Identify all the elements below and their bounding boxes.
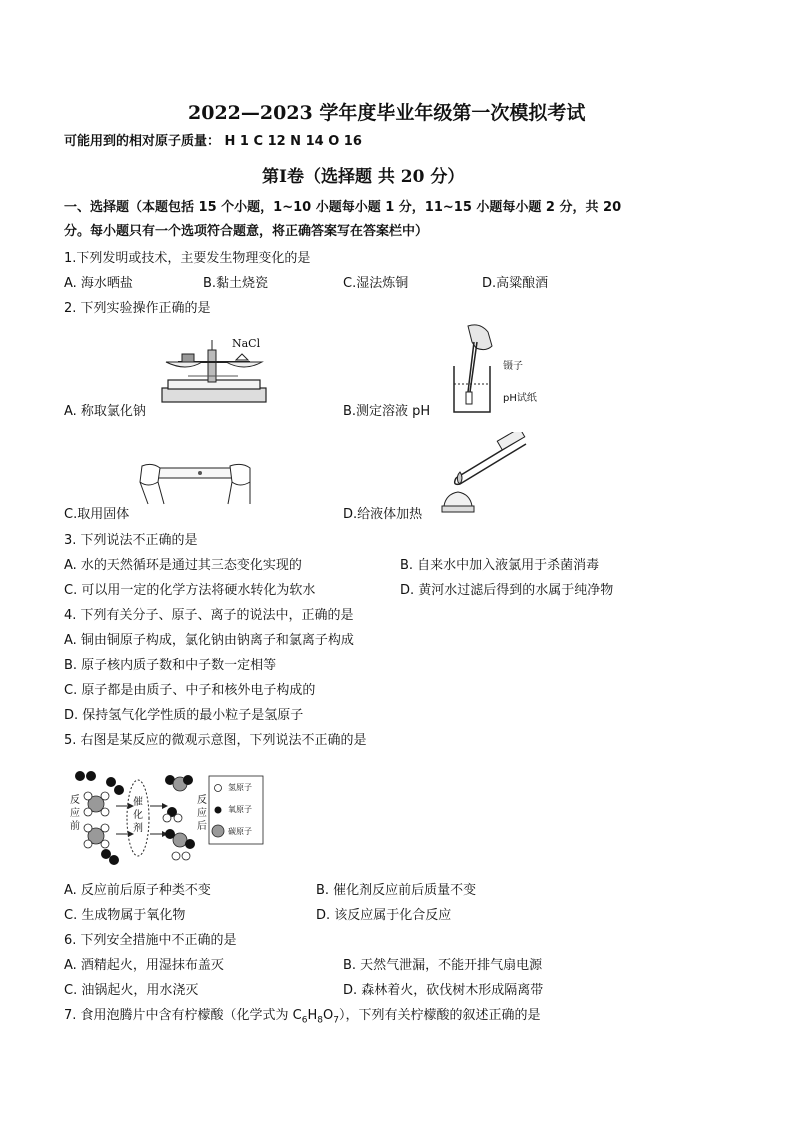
reaction-before-label: 反应前 bbox=[70, 795, 80, 832]
oxygen-legend-icon bbox=[215, 807, 222, 814]
q5-stem: 5. 右图是某反应的微观示意图，下列说法不正确的是 bbox=[64, 733, 367, 748]
carbon-legend-icon bbox=[212, 825, 224, 837]
catalyst-label: 催化剂 bbox=[133, 797, 143, 834]
test-tube-hands-figure bbox=[138, 458, 254, 510]
q4-option-c: C. 原子都是由质子、中子和核外电子构成的 bbox=[64, 683, 316, 698]
q3-stem: 3. 下列说法不正确的是 bbox=[64, 533, 198, 548]
q3-option-c: C. 可以用一定的化学方法将硬水转化为软水 bbox=[64, 583, 316, 598]
q5-option-c: C. 生成物属于氧化物 bbox=[64, 908, 186, 923]
q6-option-a: A. 酒精起火，用湿抹布盖灭 bbox=[64, 958, 224, 973]
product-molecules bbox=[163, 775, 195, 860]
q6-option-c: C. 油锅起火，用水浇灭 bbox=[64, 983, 199, 998]
exam-title: 2022—2023 学年度毕业年级第一次模拟考试 bbox=[188, 102, 586, 124]
legend-hydrogen-label: 氢原子 bbox=[228, 783, 252, 792]
q6-stem: 6. 下列安全措施中不正确的是 bbox=[64, 933, 237, 948]
q7-stem-post: ），下列有关柠檬酸的叙述正确的是 bbox=[338, 1008, 541, 1023]
q7-stem-pre: 7. 食用泡腾片中含有柠檬酸（化学式为 C bbox=[64, 1008, 302, 1023]
q7-sub-o: 7 bbox=[333, 1015, 339, 1026]
q7-o: O bbox=[323, 1008, 334, 1023]
q7-sub-h: 8 bbox=[317, 1015, 323, 1026]
part-title: 第Ⅰ卷（选择题 共 20 分） bbox=[262, 167, 465, 187]
q4-option-b: B. 原子核内质子数和中子数一定相等 bbox=[64, 658, 277, 673]
q7-h: H bbox=[307, 1008, 318, 1023]
ph-test-figure bbox=[446, 322, 506, 420]
q5-option-a: A. 反应前后原子种类不变 bbox=[64, 883, 211, 898]
q4-stem: 4. 下列有关分子、原子、离子的说法中，正确的是 bbox=[64, 608, 354, 623]
q1-option-a: A. 海水晒盐 bbox=[64, 276, 133, 291]
q3-option-a: A. 水的天然循环是通过其三态变化实现的 bbox=[64, 558, 302, 573]
q5-option-d: D. 该反应属于化合反应 bbox=[316, 908, 452, 923]
q1-option-b: B.黏土烧瓷 bbox=[203, 276, 269, 291]
q2-option-d: D.给液体加热 bbox=[343, 507, 423, 522]
q1-stem: 1.下列发明或技术，主要发生物理变化的是 bbox=[64, 251, 311, 266]
reaction-after-label: 反应后 bbox=[197, 795, 207, 832]
q3-option-d: D. 黄河水过滤后得到的水属于纯净物 bbox=[400, 583, 614, 598]
q3-option-b: B. 自来水中加入液氯用于杀菌消毒 bbox=[400, 558, 600, 573]
tweezers-label: 镊子 bbox=[503, 361, 523, 372]
q4-option-a: A. 铜由铜原子构成，氯化钠由钠离子和氯离子构成 bbox=[64, 633, 354, 648]
heating-liquid-figure bbox=[436, 432, 532, 518]
q2-option-a: A. 称取氯化钠 bbox=[64, 404, 146, 419]
q1-option-d: D.高粱酿酒 bbox=[482, 276, 549, 291]
legend-carbon-label: 碳原子 bbox=[228, 827, 252, 836]
section-instructions-line1: 一、选择题（本题包括 15 个小题，1~10 小题每小题 1 分，11~15 小题每小题 2 分，共 20 bbox=[64, 200, 622, 215]
section-instructions-line2: 分。每小题只有一个选项符合题意，将正确答案写在答案栏中） bbox=[64, 224, 429, 239]
hydrogen-legend-icon bbox=[215, 785, 222, 792]
balance-nacl-label: NaCl bbox=[232, 337, 261, 350]
q4-option-d: D. 保持氢气化学性质的最小粒子是氢原子 bbox=[64, 708, 304, 723]
q2-option-c: C.取用固体 bbox=[64, 507, 130, 522]
reactant-molecule-bottom bbox=[84, 824, 119, 865]
q1-option-c: C.湿法炼铜 bbox=[343, 276, 409, 291]
legend-oxygen-label: 氧原子 bbox=[228, 805, 252, 814]
q5-option-b: B. 催化剂反应前后质量不变 bbox=[316, 883, 477, 898]
q2-option-b: B.测定溶液 pH bbox=[343, 404, 431, 419]
reactant-molecule-top bbox=[75, 771, 124, 816]
q6-option-b: B. 天然气泄漏，不能开排气扇电源 bbox=[343, 958, 543, 973]
q7-stem bbox=[64, 1007, 540, 1030]
atomic-mass-line: 可能用到的相对原子质量： H 1 C 12 N 14 O 16 bbox=[64, 134, 362, 149]
q6-option-d: D. 森林着火，砍伐树木形成隔离带 bbox=[343, 983, 544, 998]
q7-sub-c: 6 bbox=[301, 1015, 308, 1026]
q2-stem: 2. 下列实验操作正确的是 bbox=[64, 301, 211, 316]
ph-paper-label: pH试纸 bbox=[503, 393, 537, 404]
